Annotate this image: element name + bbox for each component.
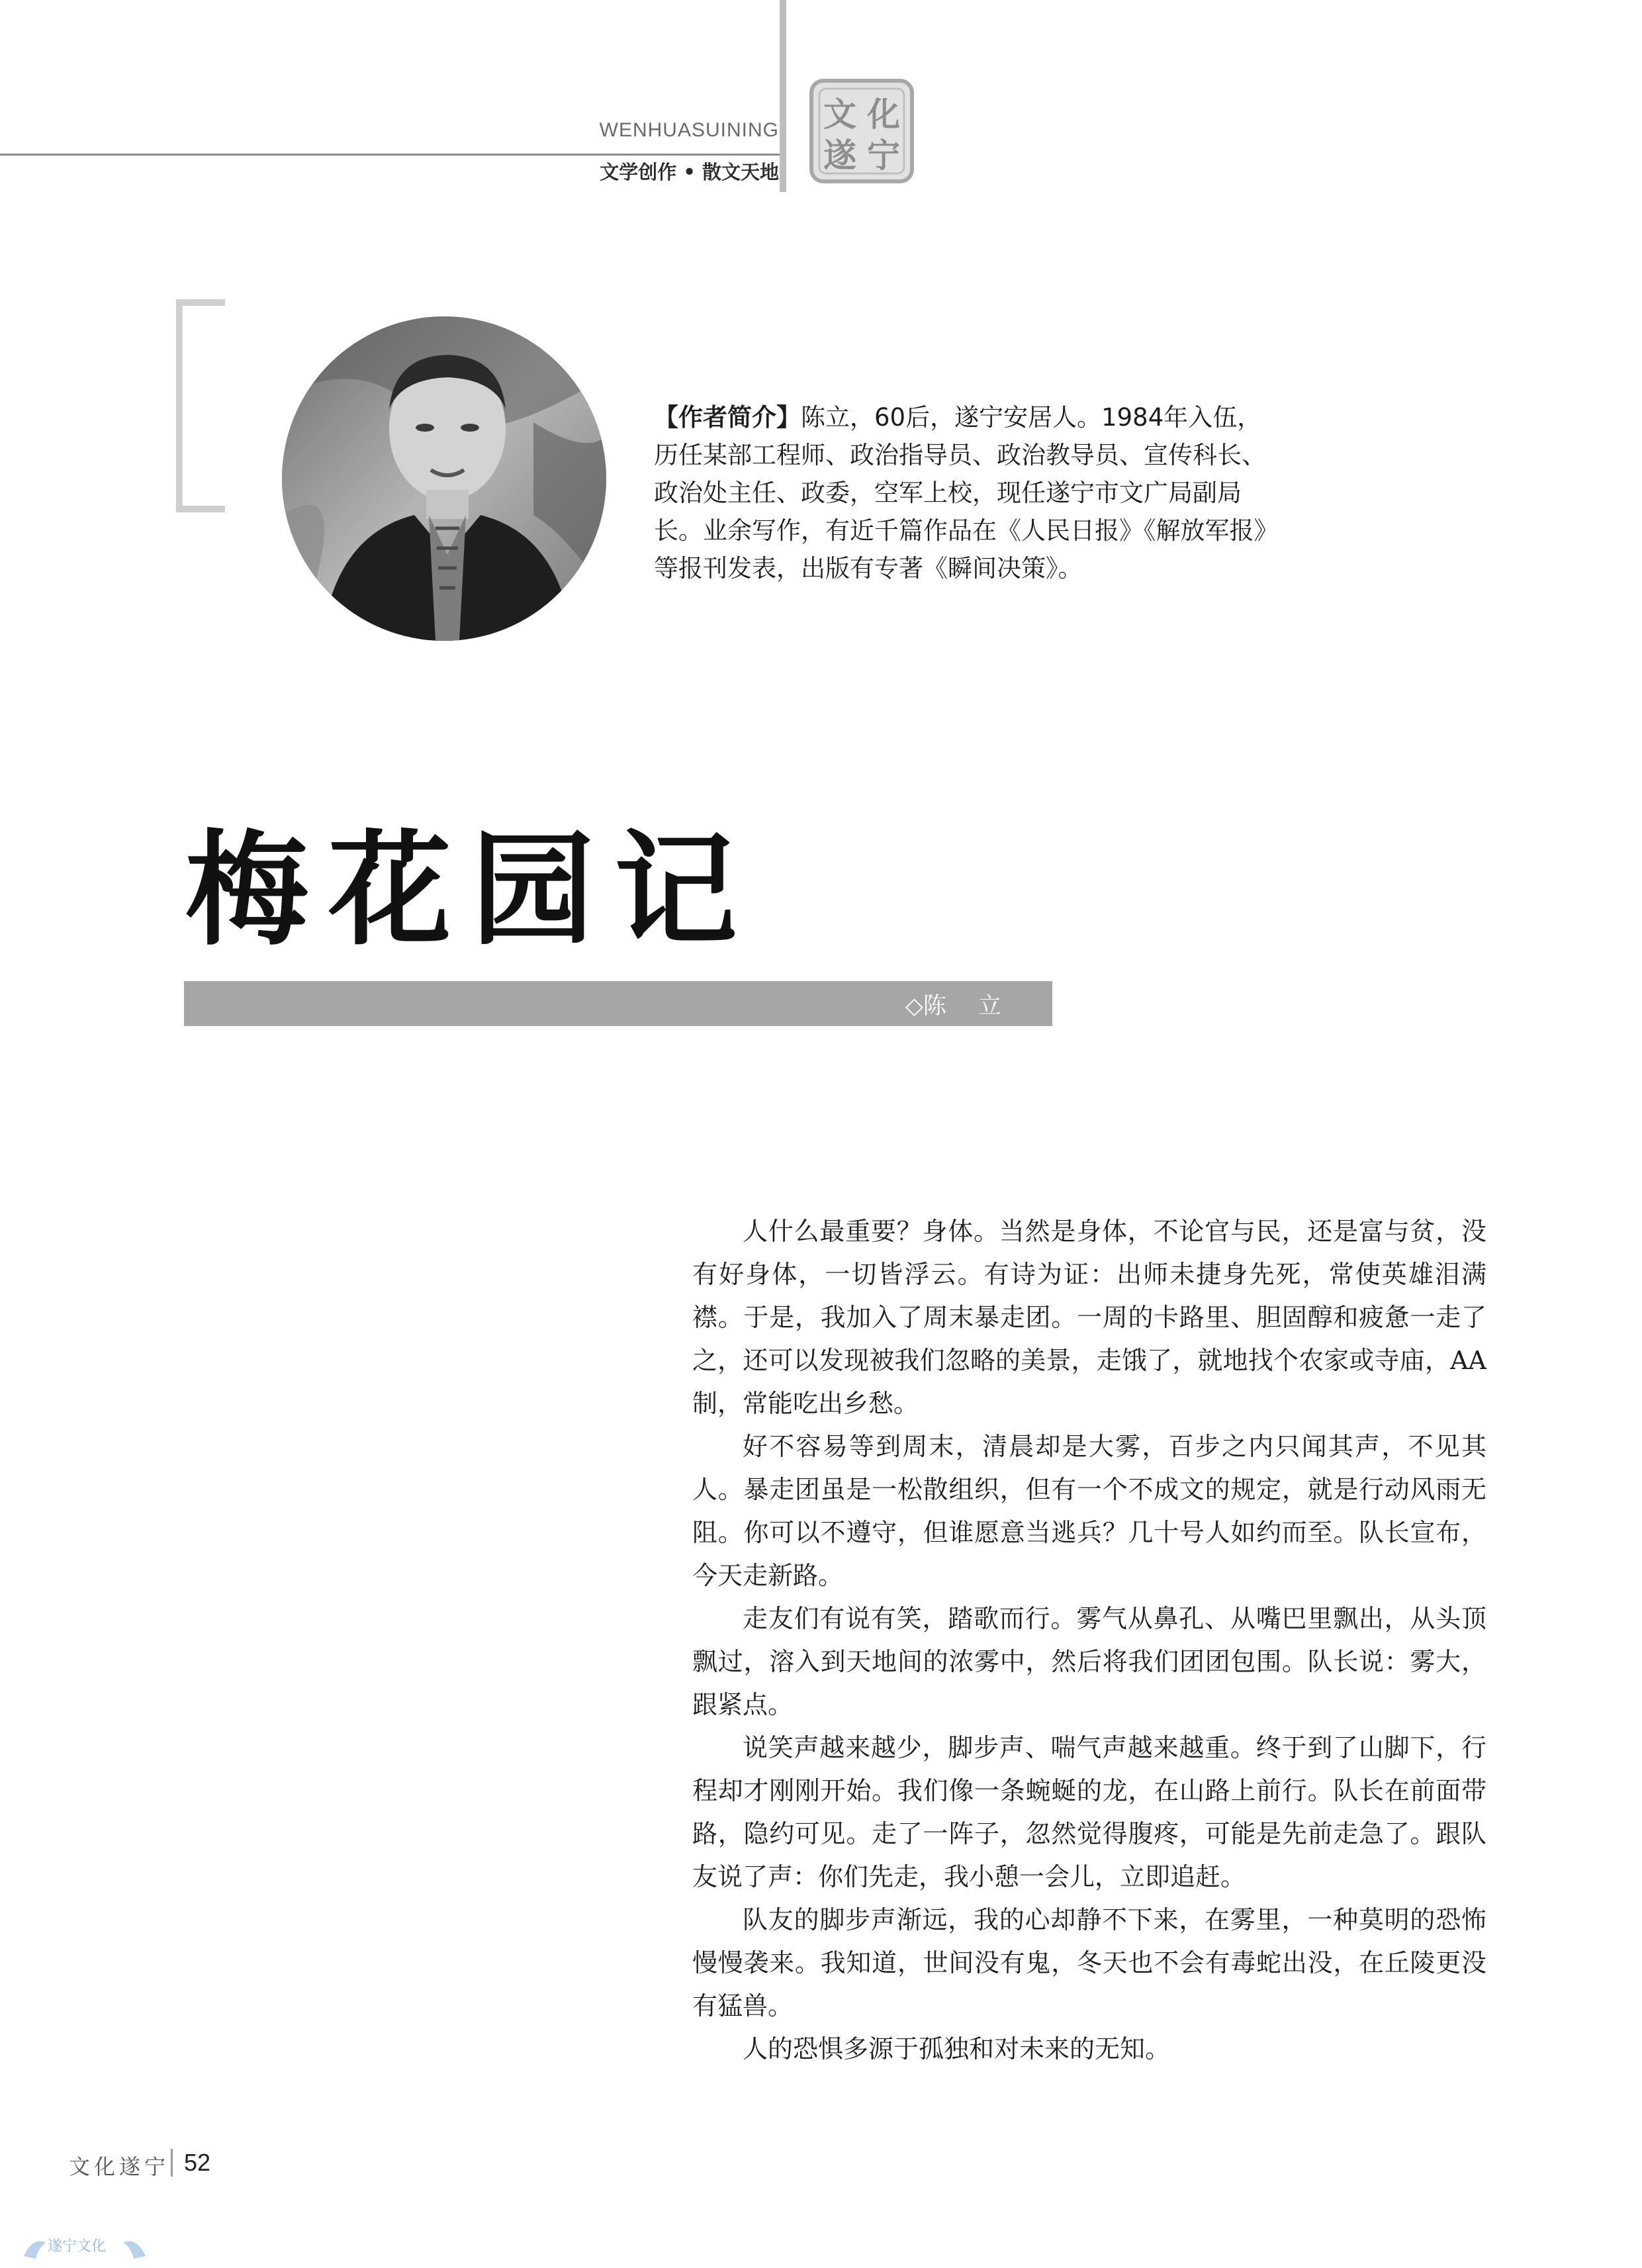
author-photo [282, 316, 606, 641]
body-paragraph: 人的恐惧多源于孤独和对未来的无知。 [743, 2034, 1171, 2063]
byline-diamond-icon: ◇ [905, 993, 923, 1019]
body-paragraph: 队友的脚步声渐远，我的心却静不下来，在雾里，一种莫明的恐怖慢慢袭来。我知道，世间没有鬼，冬天也不会有毒蛇出没，在丘陵更没有猛兽。 [692, 1905, 1486, 2020]
body-paragraph: 说笑声越来越少，脚步声、喘气声越来越重。终于到了山脚下，行程却才刚刚开始。我们像一条蜿蜒的龙，在山路上前行。队长在前面带路，隐约可见。走了一阵子，忽然觉得腹疼，可能是先前走急了。跟队友说了声：你们先走，我小憩一会儿，立即追赶。 [692, 1733, 1486, 1891]
footer-separator [171, 2149, 173, 2177]
header-rule [0, 154, 780, 156]
decorative-bracket [176, 299, 225, 512]
header-section-label: 文学创作 • 散文天地 [600, 161, 779, 183]
page-number: 52 [184, 2149, 211, 2176]
logo-char-4: 宁 [867, 136, 900, 175]
author-bio [654, 399, 1269, 587]
article-title: 梅花园记 [185, 818, 758, 962]
logo-char-3: 遂 [823, 136, 856, 175]
body-paragraph: 好不容易等到周末，清晨却是大雾，百步之内只闻其声，不见其人。暴走团虽是一松散组织，但有一个不成文的规定，就是行动风雨无阻。你可以不遵守，但谁愿意当逃兵？几十号人如约而至。队长宣布，今天走新路。 [692, 1432, 1486, 1590]
body-paragraph: 人什么最重要？身体。当然是身体，不论官与民，还是富与贫，没有好身体，一切皆浮云。有诗为证：出师未捷身先死，常使英雄泪满襟。于是，我加入了周末暴走团。一周的卡路里、胆固醇和疲惫一走了之，还可以发现被我们忽略的美景，走饿了，就地找个农家或寺庙，AA制，常能吃出乡愁。 [692, 1217, 1486, 1418]
article-byline [905, 988, 1033, 1021]
header-english-title: WENHUASUINING [599, 119, 779, 141]
footer-magazine-name: 文化遂宁 [69, 2154, 170, 2179]
magazine-seal-logo [802, 71, 921, 191]
author-bio-lead: 【作者简介】 [654, 403, 801, 432]
byline-author-name: 陈立 [923, 993, 1033, 1019]
header-vertical-rule [780, 0, 786, 192]
article-body [692, 1210, 1486, 2071]
logo-char-1: 文 [823, 95, 856, 134]
body-paragraph: 走友们有说有笑，踏歌而行。雾气从鼻孔、从嘴巴里飘出，从头顶飘过，溶入到天地间的浓雾中，然后将我们团团包围。队长说：雾大，跟紧点。 [692, 1604, 1486, 1719]
logo-char-2: 化 [867, 95, 900, 134]
watermark-text: 遂宁文化 [48, 2238, 107, 2255]
author-bio-text: 陈立，60后，遂宁安居人。1984年入伍，历任某部工程师、政治指导员、政治教导员、宣传科长、政治处主任、政委，空军上校，现任遂宁市文广局副局长。业余写作，有近千篇作品在《人民日报》《解放军报》等报刊发表，出版有专著《瞬间决策》。 [654, 403, 1266, 583]
